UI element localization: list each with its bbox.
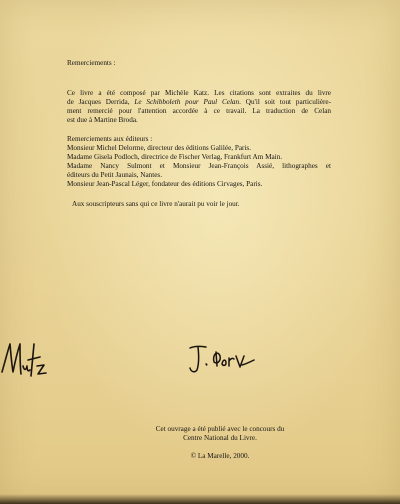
page-bottom-edge <box>0 494 400 504</box>
publisher-line-4: éditeurs du Petit Jaunais, Nantes. <box>67 171 163 179</box>
acknowledgements-heading: Remerciements : <box>67 59 116 67</box>
publisher-line-5: Monsieur Jean-Pascal Léger, fondateur des éditions Cirvages, Paris. <box>67 180 263 188</box>
intro-line-1: Ce livre a été composé par Michèle Katz. Les citations sont extraites du livre <box>67 89 331 97</box>
subscribers-line: Aux souscripteurs sans qui ce livre n'aurait pu voir le jour. <box>72 200 240 208</box>
colophon-line-1: Cet ouvrage a été publié avec le concours du <box>155 425 285 433</box>
intro-line-3: ment remercié pour l'attention accordée à ce travail. La traduction de Celan <box>67 107 331 115</box>
signature-left <box>0 336 60 396</box>
colophon-line-2: Centre National du Livre. <box>183 434 257 442</box>
intro-line-2 <box>67 98 331 107</box>
publisher-line-3: Madame Nancy Sulmont et Monsieur Jean-François Assié, lithographes et <box>67 162 331 170</box>
publisher-line-2: Madame Gisela Podloch, directrice de Fischer Verlag, Frankfurt Am Main. <box>67 153 283 161</box>
publisher-line-1: Monsieur Michel Delorme, directeur des éditions Galilée, Paris. <box>67 144 252 152</box>
copyright-line: © La Marelle, 2000. <box>190 452 250 460</box>
book-title: Le Schibboleth pour Paul Celan <box>134 98 240 106</box>
intro-line-2-text: de Jacques Derrida, Le Schibboleth pour Paul Celan. Qu'il soit tout particulière- <box>67 98 331 106</box>
signature-right <box>184 340 264 380</box>
publishers-heading: Remerciements aux éditeurs : <box>67 135 153 143</box>
intro-line-4: est due à Martine Broda. <box>67 116 138 124</box>
